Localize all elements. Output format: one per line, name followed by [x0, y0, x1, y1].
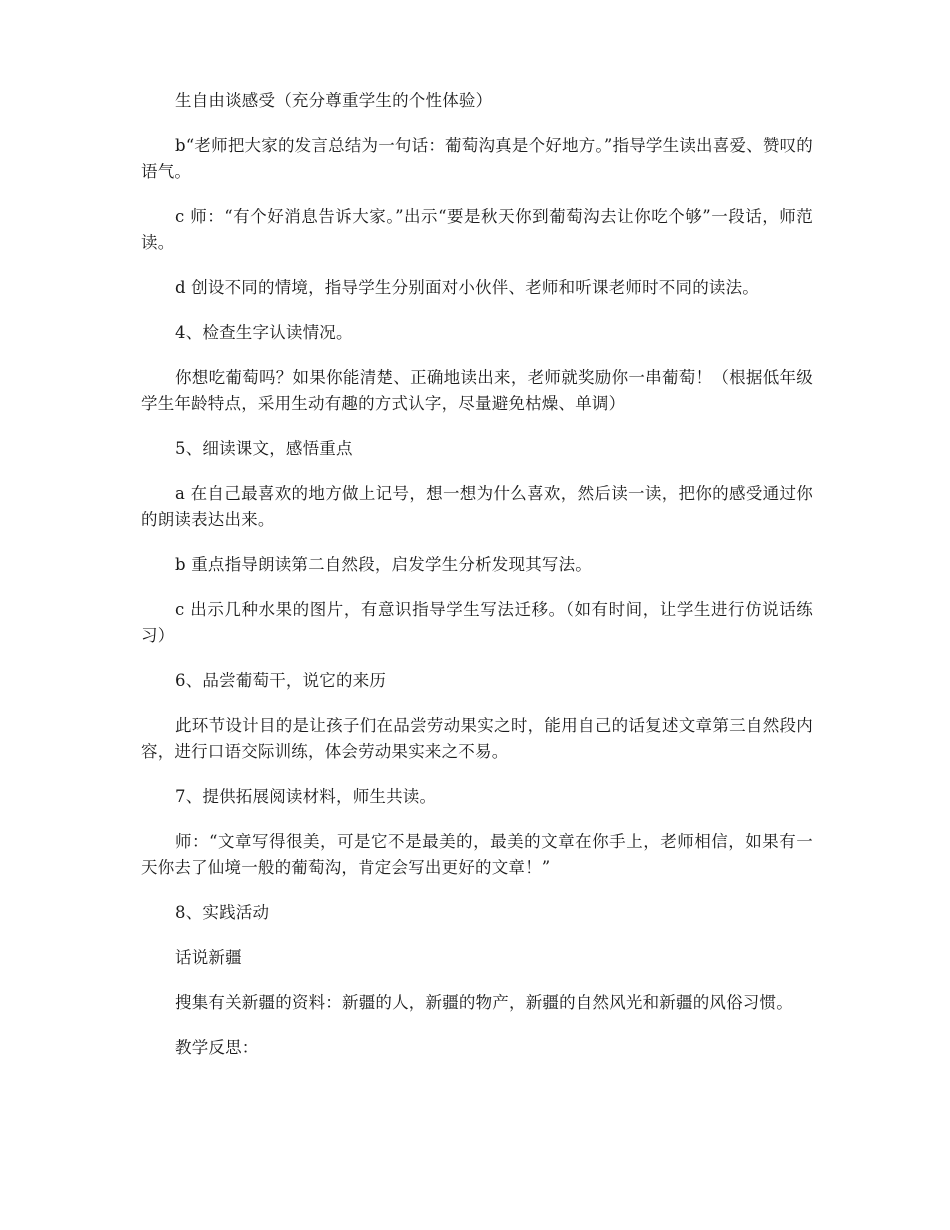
- paragraph-step-6-heading: 6、品尝葡萄干，说它的来历: [175, 671, 387, 690]
- document-body: [141, 88, 813, 1080]
- paragraph-raisin-purpose: 此环节设计目的是让孩子们在品尝劳动果实之时，能用自己的话复述文章第三自然段内容，进行口语交际训练，体会劳动果实来之不易。: [141, 716, 813, 761]
- paragraph-collect-materials: 搜集有关新疆的资料：新疆的人，新疆的物产，新疆的自然风光和新疆的风俗习惯。: [175, 993, 793, 1012]
- paragraph-teacher-quote: 师：“文章写得很美，可是它不是最美的，最美的文章在你手上，老师相信，如果有一天你去了仙境一般的葡萄沟，肯定会写出更好的文章！”: [141, 832, 813, 877]
- paragraph-step-4-heading: 4、检查生字认读情况。: [175, 323, 353, 342]
- paragraph-xinjiang-topic: 话说新疆: [175, 948, 242, 967]
- paragraph-second-section: b 重点指导朗读第二自然段，启发学生分析发现其写法。: [175, 555, 593, 574]
- paragraph-fruit-pictures: c 出示几种水果的图片，有意识指导学生写法迁移。（如有时间，让学生进行仿说话练习）: [141, 600, 813, 645]
- paragraph-free-talk: 生自由谈感受（充分尊重学生的个性体验）: [175, 91, 493, 110]
- paragraph-step-5-heading: 5、细读课文，感悟重点: [175, 439, 353, 458]
- paragraph-grape-reward: 你想吃葡萄吗？如果你能清楚、正确地读出来，老师就奖励你一串葡萄！（根据低年级学生年龄特点，采用生动有趣的方式认字，尽量避免枯燥、单调）: [141, 368, 813, 413]
- paragraph-step-7-heading: 7、提供拓展阅读材料，师生共读。: [175, 787, 437, 806]
- paragraph-reflection-heading: 教学反思：: [175, 1038, 259, 1057]
- paragraph-good-news: c 师：“有个好消息告诉大家。”出示“要是秋天你到葡萄沟去让你吃个够”一段话，师范读。: [141, 207, 813, 252]
- paragraph-step-8-heading: 8、实践活动: [175, 903, 270, 922]
- paragraph-situations: d 创设不同的情境，指导学生分别面对小伙伴、老师和听课老师时不同的读法。: [175, 278, 760, 297]
- paragraph-mark-favorite: a 在自己最喜欢的地方做上记号，想一想为什么喜欢，然后读一读，把你的感受通过你的朗读表达出来。: [141, 484, 813, 529]
- paragraph-teacher-summary: b“老师把大家的发言总结为一句话：葡萄沟真是个好地方。”指导学生读出喜爱、赞叹的语气。: [141, 136, 813, 181]
